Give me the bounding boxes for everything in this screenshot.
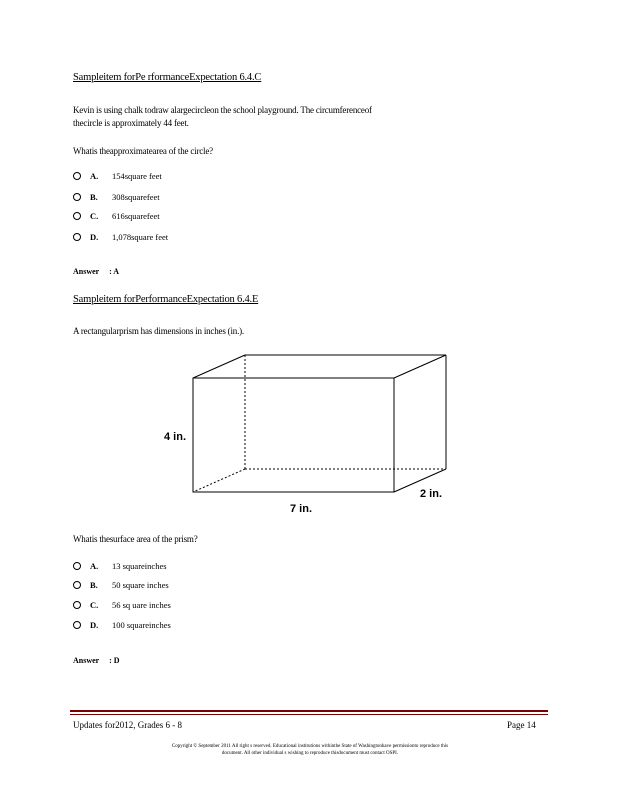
footer-rule-thin	[70, 714, 548, 715]
choice-text: 1,078square feet	[112, 232, 169, 242]
footer-rule	[70, 710, 548, 712]
choice-text: 616squarefeet	[112, 211, 160, 221]
copyright-line1: Copyright © September 2011 All right s reserved. Educational institutions withinthe State of Washingtonhave permissionto reproduce this	[171, 744, 449, 749]
choice-text: 56 sq uare inches	[112, 600, 171, 610]
radio-bubble-icon[interactable]	[73, 233, 81, 241]
choice-letter: C.	[90, 600, 99, 610]
choice-letter: B.	[90, 192, 98, 202]
radio-bubble-icon[interactable]	[73, 601, 81, 609]
choice-text: 100 squareinches	[112, 620, 171, 630]
rectangular-prism-figure	[160, 345, 460, 515]
footer-updates: Updates for2012, Grades 6 - 8	[73, 720, 182, 730]
item2-choice-a[interactable]	[73, 561, 167, 571]
radio-bubble-icon[interactable]	[73, 581, 81, 589]
copyright-line2: document. All other individual s wishing to reproduce thisdocument must contact OSPI.	[221, 751, 399, 756]
radio-bubble-icon[interactable]	[73, 193, 81, 201]
item1-choice-d[interactable]	[73, 232, 168, 242]
choice-letter: A.	[90, 561, 99, 571]
choice-letter: A.	[90, 171, 99, 181]
item2-prompt: Whatis thesurface area of the prism?	[73, 534, 198, 544]
footer-copyright	[80, 743, 540, 757]
choice-text: 50 square inches	[112, 580, 169, 590]
choice-text: 308squarefeet	[112, 192, 160, 202]
item2-intro: A rectangularprism has dimensions in inches (in.).	[73, 326, 244, 336]
width-label: 2 in.	[420, 488, 443, 500]
choice-text: 154square feet	[112, 171, 162, 181]
radio-bubble-icon[interactable]	[73, 562, 81, 570]
radio-bubble-icon[interactable]	[73, 212, 81, 220]
answer-label: Answer	[73, 656, 100, 665]
answer-label: Answer	[73, 267, 100, 276]
item1-choice-b[interactable]	[73, 192, 160, 202]
item1-question-line1: Kevin is using chalk todraw alargecircleon the school playground. The circumferenceof	[73, 105, 372, 115]
answer-value: : D	[109, 656, 120, 665]
item1-heading: Sampleitem forPe rformanceExpectation 6.4.C	[73, 72, 262, 83]
item2-answer	[73, 656, 120, 665]
choice-letter: D.	[90, 620, 99, 630]
item2-choice-b[interactable]	[73, 580, 169, 590]
radio-bubble-icon[interactable]	[73, 172, 81, 180]
radio-bubble-icon[interactable]	[73, 621, 81, 629]
choice-letter: D.	[90, 232, 99, 242]
choice-text: 13 squareinches	[112, 561, 167, 571]
height-label: 4 in.	[164, 431, 187, 443]
choice-letter: B.	[90, 580, 98, 590]
item1-prompt: Whatis theapproximatearea of the circle?	[73, 146, 213, 156]
item1-choice-a[interactable]	[73, 171, 162, 181]
item2-choice-c[interactable]	[73, 600, 171, 610]
length-label: 7 in.	[290, 503, 313, 515]
footer-page-number: Page 14	[507, 720, 536, 730]
choice-letter: C.	[90, 211, 99, 221]
answer-value: : A	[109, 267, 120, 276]
item1-answer	[73, 267, 119, 276]
item2-choice-d[interactable]	[73, 620, 171, 630]
item2-heading: Sampleitem forPerformanceExpectation 6.4.E	[73, 294, 259, 305]
item1-choice-c[interactable]	[73, 211, 160, 221]
item1-question-line2: thecircle is approximately 44 feet.	[73, 118, 189, 128]
